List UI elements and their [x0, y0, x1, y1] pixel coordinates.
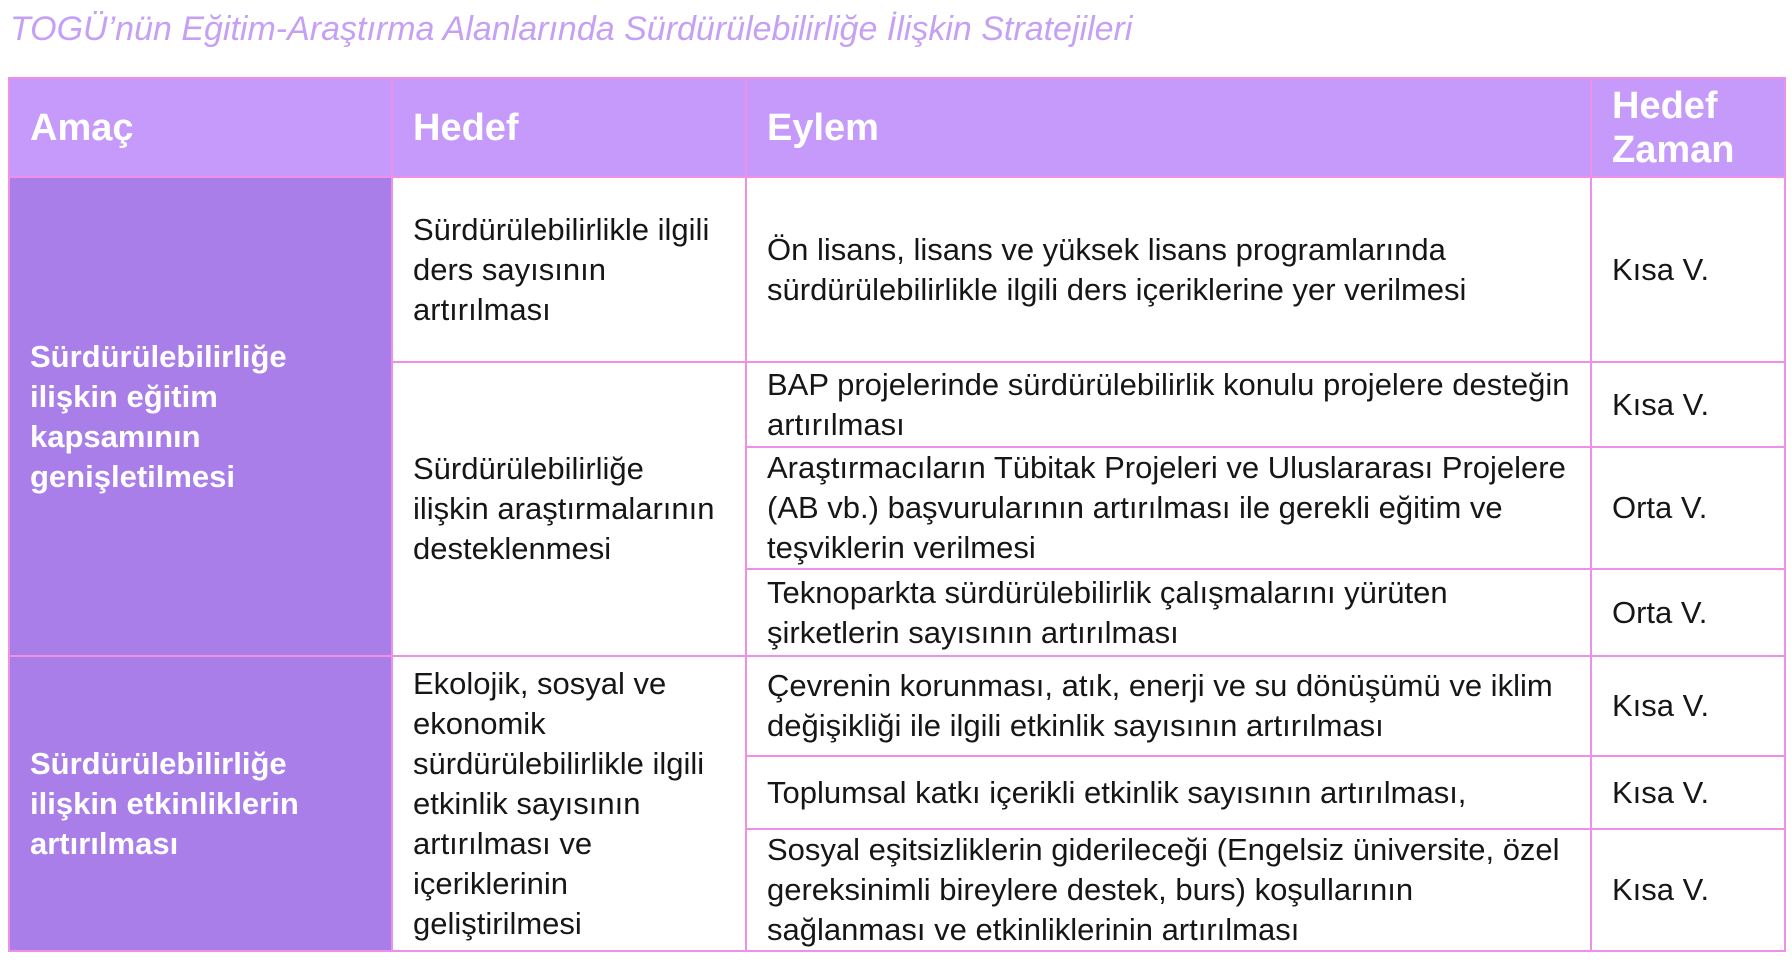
zaman-cell-3: Orta V.: [1591, 447, 1785, 569]
eylem-cell-1: Ön lisans, lisans ve yüksek lisans programlarında sürdürülebilirlikle ilgili ders içeriklerine yer verilmesi: [746, 177, 1591, 362]
zaman-cell-1: Kısa V.: [1591, 177, 1785, 362]
zaman-cell-5: Kısa V.: [1591, 656, 1785, 756]
hedef-cell-1: Sürdürülebilirlikle ilgili ders sayısının artırılması: [392, 177, 746, 362]
table-row: [9, 177, 1785, 362]
header-hedef-zaman: [1591, 78, 1785, 177]
header-amac: Amaç: [9, 78, 392, 177]
eylem-cell-2: BAP projelerinde sürdürülebilirlik konulu projelere desteğin artırılması: [746, 362, 1591, 447]
eylem-cell-6: Toplumsal katkı içerikli etkinlik sayısının artırılması,: [746, 756, 1591, 829]
eylem-cell-4: Teknoparkta sürdürülebilirlik çalışmalarını yürüten şirketlerin sayısının artırılması: [746, 569, 1591, 656]
amac-cell-1: Sürdürülebilirliğe ilişkin eğitim kapsamının genişletilmesi: [9, 177, 392, 656]
amac-cell-2: Sürdürülebilirliğe ilişkin etkinliklerin artırılması: [9, 656, 392, 951]
header-zaman-line1: Hedef: [1612, 84, 1718, 127]
eylem-cell-5: Çevrenin korunması, atık, enerji ve su dönüşümü ve iklim değişikliği ile ilgili etkinlik sayısının artırılması: [746, 656, 1591, 756]
zaman-cell-2: Kısa V.: [1591, 362, 1785, 447]
table-row: [9, 656, 1785, 756]
page-title: TOGÜ’nün Eğitim-Araştırma Alanlarında Sürdürülebilirliğe İlişkin Stratejileri: [10, 10, 1133, 48]
header-hedef: Hedef: [392, 78, 746, 177]
eylem-cell-3: Araştırmacıların Tübitak Projeleri ve Uluslararası Projelere (AB vb.) başvurularının artırılması ile gerekli eğitim ve teşviklerin verilmesi: [746, 447, 1591, 569]
header-row: [9, 78, 1785, 177]
hedef-cell-3: Ekolojik, sosyal ve ekonomik sürdürülebilirlikle ilgili etkinlik sayısının artırılması ve içeriklerinin geliştirilmesi: [392, 656, 746, 951]
hedef-cell-2: Sürdürülebilirliğe ilişkin araştırmalarının desteklenmesi: [392, 362, 746, 656]
zaman-cell-6: Kısa V.: [1591, 756, 1785, 829]
zaman-cell-7: Kısa V.: [1591, 829, 1785, 951]
eylem-cell-7: Sosyal eşitsizliklerin giderileceği (Engelsiz üniversite, özel gereksinimli bireylere destek, burs) koşullarının sağlanması ve etkinliklerinin artırılması: [746, 829, 1591, 951]
header-eylem: Eylem: [746, 78, 1591, 177]
zaman-cell-4: Orta V.: [1591, 569, 1785, 656]
header-zaman-line2: Zaman: [1612, 128, 1735, 171]
strategy-table: [8, 77, 1786, 952]
